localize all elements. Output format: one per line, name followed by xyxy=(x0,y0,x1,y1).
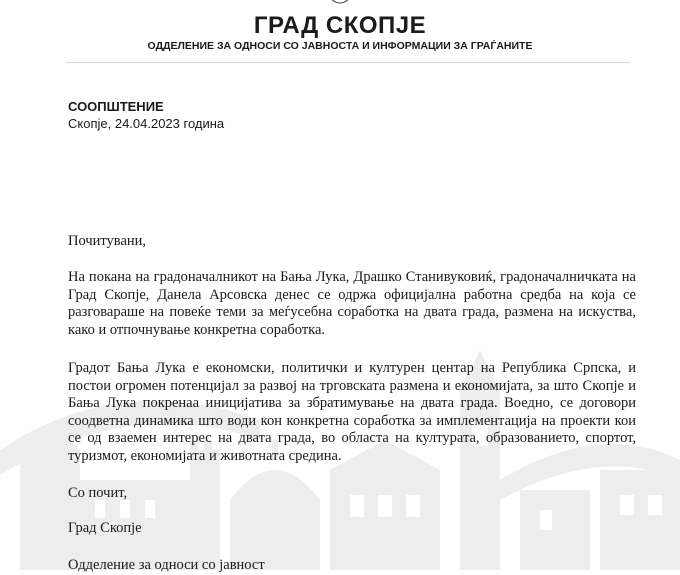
signer-department: Одделение за односи со јавност xyxy=(68,557,265,573)
department-subtitle: ОДДЕЛЕНИЕ ЗА ОДНОСИ СО ЈАВНОСТА И ИНФОРМАЦИИ ЗА ГРАЃАНИТЕ xyxy=(147,40,533,52)
signer: Град Скопје xyxy=(68,520,142,536)
document-type: СООПШТЕНИЕ xyxy=(68,99,164,114)
closing: Со почит, xyxy=(68,485,128,501)
body-paragraph-2: Градот Бања Лука е економски, политички и културен центар на Република Српска, и постои огромен потенцијал за развој на трговската размена и економијата, за што Скопје и Бања Лука покренаа иницијатива за збратимување на двата града. Воедно, се договори соодветна динамика што води кон конкретна соработка за имплементација на проекти кои се од взаемен интерес на двата града, во областа на културата, образованието, спортот, туризмот, економијата и животната средина. xyxy=(68,360,636,464)
body-paragraph-1: На покана на градоначалникот на Бања Лука, Драшко Станивуковиќ, градоначалничката на Град Скопје, Данела Арсовска денес се одржа официјална работна средба на која се разговараше на повеќе теми за меѓусебна соработка на двата града, размена на искуства, како и отпочнување конкретна соработка. xyxy=(68,269,636,338)
document-date: Скопје, 24.04.2023 година xyxy=(68,116,225,131)
greeting: Почитувани, xyxy=(68,233,147,249)
header-divider xyxy=(66,62,630,63)
city-title: ГРАД СКОПЈЕ xyxy=(253,12,427,39)
city-crest-icon xyxy=(328,0,352,6)
